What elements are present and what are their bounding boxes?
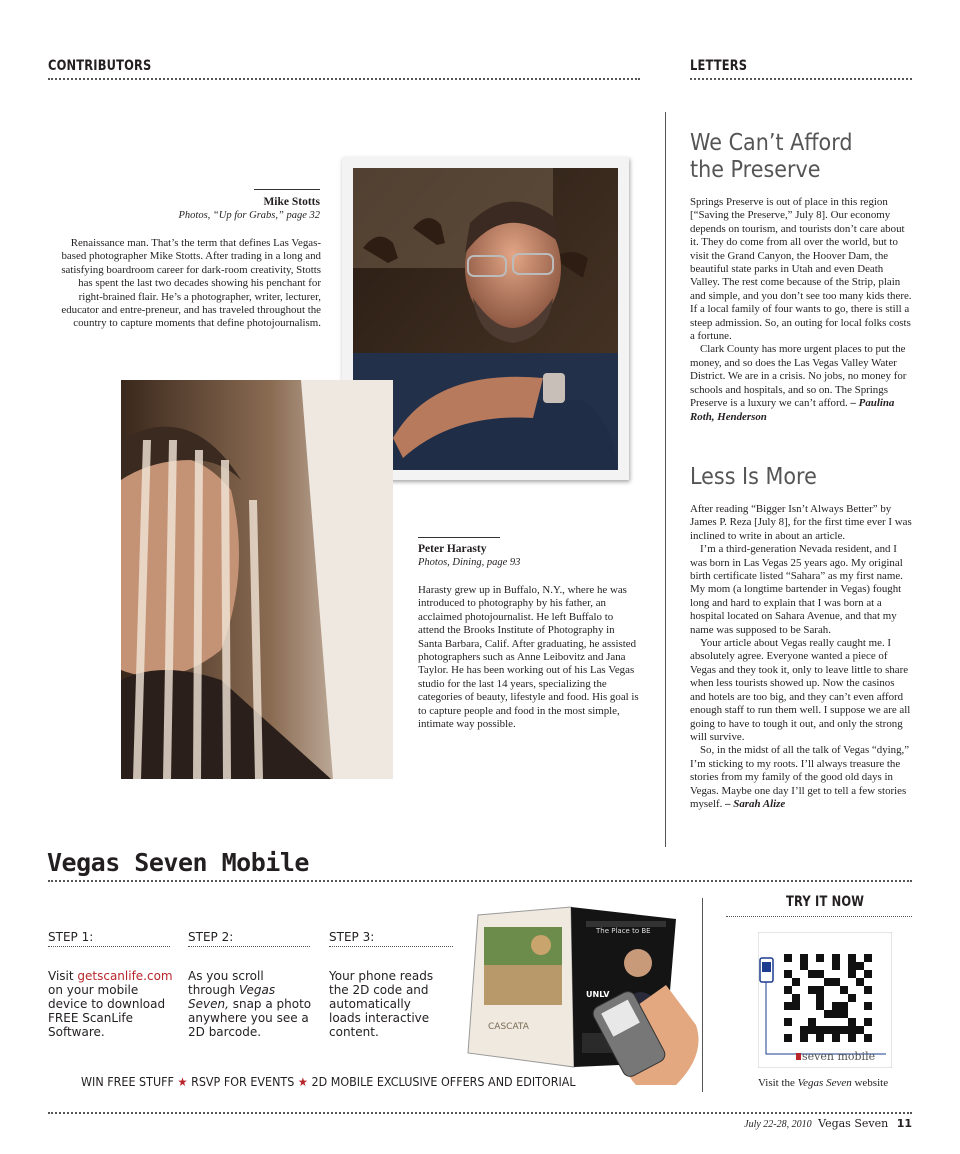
qr-module bbox=[808, 1018, 816, 1026]
qr-module bbox=[784, 970, 792, 978]
promo-rsvp: RSVP FOR EVENTS bbox=[191, 1075, 295, 1089]
qr-module bbox=[816, 1034, 824, 1042]
peter-name-rule bbox=[418, 537, 500, 538]
visit-post: website bbox=[851, 1077, 889, 1089]
qr-module bbox=[784, 1018, 792, 1026]
qr-module bbox=[792, 994, 800, 1002]
peter-name: Peter Harasty bbox=[418, 543, 487, 555]
mobile-title-rule bbox=[48, 880, 912, 882]
step2-label: STEP 2: bbox=[188, 930, 234, 944]
qr-module bbox=[808, 986, 816, 994]
qr-module bbox=[832, 978, 840, 986]
letter1-body bbox=[690, 196, 912, 424]
qr-module bbox=[800, 1034, 808, 1042]
letter1-title-line2: the Preserve bbox=[690, 157, 821, 183]
letter2-p4-text: So, in the midst of all the talk of Vegas “dying,” I’m sticking to my roots. I’ll always treasure the stories from my family of the good old days in Vegas. Maybe one day I’ll get to tell a few stories myself. bbox=[690, 744, 910, 810]
step2-rule bbox=[188, 946, 310, 947]
qr-module bbox=[840, 986, 848, 994]
letter2-title: Less Is More bbox=[690, 464, 817, 490]
visit-em: Vegas Seven bbox=[797, 1077, 852, 1089]
mike-bio: Renaissance man. That’s the term that defines Las Vegas-based photographer Mike Stotts. After trading in a long and satisfying boardroom career for dark-room creativity, Stotts has spent the last two decades showing his penchant for right-brained flair. He’s a photographer, writer, lecturer, educator and entre-preneur, and has traveled throughout the country to capture moments that define photojournalism. bbox=[61, 237, 321, 330]
star-icon: ★ bbox=[297, 1075, 308, 1089]
footer-date: July 22-28, 2010 bbox=[744, 1119, 812, 1130]
qr-module bbox=[800, 954, 808, 962]
promo-offers: 2D MOBILE EXCLUSIVE OFFERS AND EDITORIAL bbox=[311, 1075, 576, 1089]
letter1-title bbox=[690, 130, 924, 184]
letter2-paragraph-4 bbox=[690, 744, 912, 811]
qr-module bbox=[816, 1002, 824, 1010]
qr-module bbox=[864, 986, 872, 994]
column-divider bbox=[665, 112, 666, 847]
magazine-right-headline: The Place to BE bbox=[596, 927, 651, 935]
qr-module bbox=[784, 1002, 792, 1010]
qr-module bbox=[848, 970, 856, 978]
step1-label: STEP 1: bbox=[48, 930, 94, 944]
qr-module bbox=[864, 1034, 872, 1042]
qr-module bbox=[800, 1026, 808, 1034]
scanlife-link[interactable]: getscanlife.com bbox=[77, 969, 173, 983]
qr-module bbox=[784, 1034, 792, 1042]
qr-module bbox=[848, 1018, 856, 1026]
step2-pre: As you scroll through bbox=[188, 969, 264, 997]
step1-rule bbox=[48, 946, 170, 947]
step1-text bbox=[48, 969, 178, 1039]
promo-line bbox=[81, 1075, 576, 1089]
qr-module bbox=[816, 986, 824, 994]
qr-module bbox=[816, 970, 824, 978]
qr-module bbox=[832, 1034, 840, 1042]
qr-module bbox=[864, 1002, 872, 1010]
qr-module bbox=[816, 994, 824, 1002]
mobile-title: Vegas Seven Mobile bbox=[47, 848, 309, 877]
contributors-rule bbox=[48, 78, 640, 80]
letter1-paragraph-2 bbox=[690, 343, 912, 423]
letter1-title-line1: We Can’t Afford bbox=[690, 130, 853, 156]
qr-module bbox=[808, 970, 816, 978]
mobile-divider bbox=[702, 898, 703, 1092]
step3-rule bbox=[329, 946, 453, 947]
peter-photo bbox=[121, 380, 393, 779]
peter-credit: Photos, Dining, page 93 bbox=[418, 557, 521, 568]
magazine-phone-illustration bbox=[466, 905, 702, 1095]
step3-label: STEP 3: bbox=[329, 930, 375, 944]
qr-module bbox=[824, 1010, 832, 1018]
step3-text: Your phone reads the 2D code and automatically loads interactive content. bbox=[329, 969, 434, 1039]
qr-module bbox=[848, 1034, 856, 1042]
qr-module bbox=[864, 954, 872, 962]
qr-module bbox=[824, 978, 832, 986]
mike-name: Mike Stotts bbox=[263, 196, 320, 208]
try-it-now-rule bbox=[726, 916, 912, 917]
qr-module bbox=[864, 1018, 872, 1026]
letters-rule bbox=[690, 78, 912, 80]
visit-pre: Visit the bbox=[758, 1077, 798, 1089]
qr-module bbox=[856, 1026, 864, 1034]
contributors-heading: CONTRIBUTORS bbox=[48, 58, 152, 74]
mike-credit: Photos, “Up for Grabs,” page 32 bbox=[178, 210, 320, 221]
magazine-left-label: CASCATA bbox=[488, 1022, 529, 1032]
step2-em: Vegas Seven, bbox=[188, 983, 276, 1011]
promo-win: WIN FREE STUFF bbox=[81, 1075, 174, 1089]
peter-bio: Harasty grew up in Buffalo, N.Y., where he was introduced to photography by his father, an acclaimed photojournalist. He left Buffalo to attend the Brooks Institute of Photography in Santa Barbara, Calif. After graduating, he assisted photographers such as Anne Leibovitz and Jana Taylor. He has been working out of his Las Vegas studio for the last 14 years, specializing the categories of beauty, lifestyle and food. His goal is to capture people and food in the most simple, intimate way possible. bbox=[418, 584, 639, 731]
qr-module bbox=[848, 1026, 856, 1034]
qr-module bbox=[832, 962, 840, 970]
visit-website-text bbox=[758, 1077, 888, 1089]
letters-heading: LETTERS bbox=[690, 58, 748, 74]
qr-module bbox=[840, 1002, 848, 1010]
star-icon: ★ bbox=[177, 1075, 188, 1089]
qr-module bbox=[856, 978, 864, 986]
qr-module bbox=[832, 1026, 840, 1034]
qr-module bbox=[864, 970, 872, 978]
letter2-paragraph-3: Your article about Vegas really caught me. I absolutely agree. Everyone wanted a piece of Vegas and they took it, only to leave little to share when less tourists showed up. Now the casinos and hotels are too big, and they can’t even afford enough staff to run them well. I suppose we are all going to have to tough it out, and only the strong will survive. bbox=[690, 637, 911, 743]
letter1-signature: – Paulina Roth, Henderson bbox=[690, 397, 895, 423]
qr-module bbox=[792, 1002, 800, 1010]
letter2-signature: – Sarah Alize bbox=[725, 797, 786, 810]
step1-post: on your mobile device to download FREE ScanLife Software. bbox=[48, 983, 166, 1039]
letter2-paragraph-2: I’m a third-generation Nevada resident, and I was born in Las Vegas 25 years ago. My original birth certificate listed “Sahara” as my first name. My mom (a longtime bartender in Vegas) fought long and hard to explain that I was born at a hospital located on Sahara Avenue, and that my name was supposed to be Sarah. bbox=[690, 543, 903, 636]
qr-module bbox=[824, 1026, 832, 1034]
qr-logo-text: seven mobile bbox=[802, 1050, 876, 1063]
qr-module bbox=[832, 1002, 840, 1010]
qr-module bbox=[848, 994, 856, 1002]
qr-module bbox=[856, 962, 864, 970]
mike-name-rule bbox=[254, 189, 320, 190]
try-it-now-heading: TRY IT NOW bbox=[786, 894, 865, 910]
step1-pre: Visit bbox=[48, 969, 78, 983]
qr-module bbox=[808, 1026, 816, 1034]
qr-module bbox=[832, 954, 840, 962]
qr-module bbox=[816, 1026, 824, 1034]
footer-brand: Vegas Seven bbox=[818, 1117, 889, 1130]
letter2-paragraph-1: After reading “Bigger Isn’t Always Better” by James P. Reza [July 8], for the first time ever I was inclined to write in about an article. bbox=[690, 503, 912, 542]
qr-module bbox=[800, 962, 808, 970]
letter1-paragraph: Springs Preserve is out of place in this region [“Saving the Preserve,” July 8]. Our economy depends on tourism, and tourists don’t care about it. They do come from all over the world, but to visit the Grand Canyon, the Hoover Dam, the beautiful state parks in Utah and even Death Valley. The rest come because of the Strip, plain and simple, and you don’t see too many kids there. If a local family of four wants to go, there is still a steep admission. So, an outing for local folks costs a fortune. bbox=[690, 196, 912, 343]
qr-module bbox=[816, 954, 824, 962]
step2-text bbox=[188, 969, 312, 1039]
qr-module bbox=[848, 962, 856, 970]
letter1-p2-text: Clark County has more urgent places to put the money, and so does the Las Vegas Valley Water District. We are in a crisis. No jobs, no money for schools and hospitals, and so on. The Springs Preserve is a luxury we can’t afford. bbox=[690, 343, 907, 410]
qr-module bbox=[784, 986, 792, 994]
qr-module bbox=[784, 954, 792, 962]
qr-code[interactable] bbox=[758, 932, 892, 1068]
letter2-body bbox=[690, 503, 912, 811]
qr-module bbox=[840, 1026, 848, 1034]
qr-module bbox=[832, 1010, 840, 1018]
magazine-right-label: UNLV bbox=[586, 990, 610, 999]
page-number: 11 bbox=[896, 1117, 912, 1130]
step2-post: snap a photo anywhere you see a 2D barcode. bbox=[188, 997, 312, 1039]
qr-module bbox=[792, 978, 800, 986]
qr-module bbox=[848, 954, 856, 962]
qr-module bbox=[840, 1010, 848, 1018]
footer bbox=[744, 1117, 912, 1130]
footer-rule bbox=[48, 1112, 912, 1114]
